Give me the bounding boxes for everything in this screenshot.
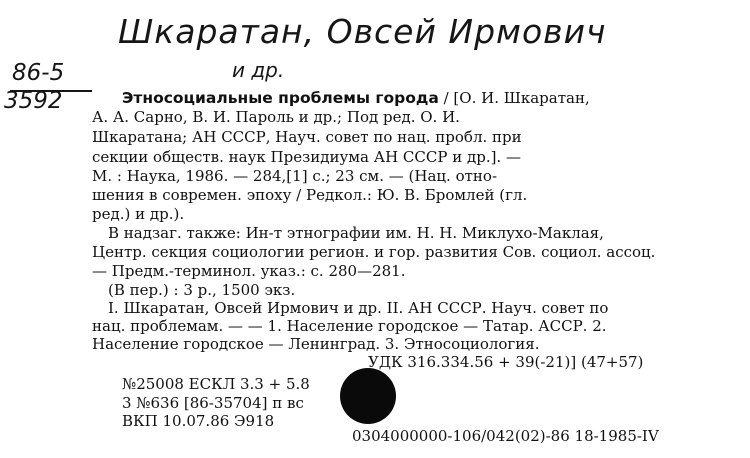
record-line: секции обществ. наук Президиума АН СССР и др.]. —	[92, 148, 521, 166]
tracing-line: нац. проблемам. — — 1. Население городское — Татар. АССР. 2.	[92, 317, 607, 335]
udc-line: УДК 316.334.56 + 39(-21)] (47+57)	[368, 353, 644, 371]
responsibility-start: / [О. И. Шкаратан,	[438, 89, 590, 107]
call-number-line-2: 3592	[4, 88, 63, 114]
record-line: ред.) и др.).	[92, 205, 185, 223]
publisher-code: 0304000000-106/042(02)-86 18-1985-IV	[352, 427, 659, 445]
handwritten-et-al: и др.	[232, 58, 285, 82]
record-line: А. А. Сарно, В. И. Пароль и др.; Под ред. О. И.	[92, 108, 460, 126]
tracing-line: Население городское — Ленинград. 3. Этносоциология.	[92, 335, 540, 353]
ink-blot	[340, 368, 396, 424]
record-line: М. : Наука, 1986. — 284,[1] с.; 23 см. — (Нац. отно-	[92, 167, 498, 185]
book-title: Этносоциальные проблемы города	[122, 89, 439, 107]
note-line: В надзаг. также: Ин-т этнографии им. Н. Н. Миклухо-Маклая,	[108, 224, 604, 242]
call-number-line-1: 86-5	[12, 60, 65, 86]
footer-line-1: №25008 ЕСКЛ 3.3 + 5.8	[122, 375, 310, 393]
footer-line-3: ВКП 10.07.86 Э918	[122, 412, 275, 430]
record-line: Шкаратана; АН СССР, Науч. совет по нац. пробл. при	[92, 128, 522, 146]
footer-line-2: 3 №636 [86-35704] п вс	[122, 394, 304, 412]
handwritten-author: Шкаратан, Овсей Ирмович	[118, 12, 607, 51]
record-first-line	[122, 90, 590, 107]
binding-price-line: (В пер.) : 3 р., 1500 экз.	[108, 281, 296, 299]
record-line: шения в современ. эпоху / Редкол.: Ю. В. Бромлей (гл.	[92, 186, 528, 204]
note-line: Центр. секция социологии регион. и гор. развития Сов. социол. ассоц.	[92, 243, 656, 261]
note-line: — Предм.-терминол. указ.: с. 280—281.	[92, 262, 406, 280]
tracing-line: I. Шкаратан, Овсей Ирмович и др. II. АН СССР. Науч. совет по	[108, 299, 609, 317]
